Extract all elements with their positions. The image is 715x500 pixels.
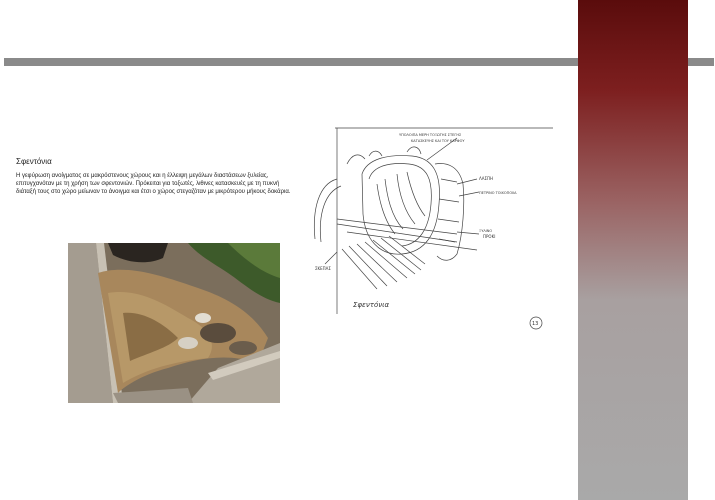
sketch-page-number: 13 — [532, 321, 539, 327]
sketch-label-stone-wall: ΠΕΤΡΙΝΟ ΤΟΙΧΟΠΟΙΙΑ — [479, 191, 517, 195]
ruin-photo — [68, 243, 280, 403]
arch-sketch — [307, 124, 557, 334]
sketch-label-wood: ΞΥΛΙΝΟ — [479, 229, 493, 233]
slide-title: Σφεντόνια — [16, 157, 52, 166]
side-decor-panel — [578, 0, 688, 500]
sketch-label-top-2: ΚΑΤΑΣΚΕΥΗΣ ΚΑΙ ΤΟΥ ΚΑΡΦΟΥ — [411, 139, 465, 143]
sketch-label-mud: ΛΑΣΠΗ — [479, 176, 494, 181]
sketch-signature: Σφεντόνια — [353, 301, 390, 309]
sketch-label-beam: ΠΡΟΚΙ — [483, 234, 496, 239]
slide-body-text: Η γεφύρωση ανοίγματος σε μακρόστενους χώρους και η έλλειψη μεγάλων διαστάσεων ξυλείας, επιτυγχανόταν με τη χρήση των σφεντονιών. Πρόκειται για τοξωτές, λιθινες κατασκευές με τη πυκνή διάταξή τους στο χώρο μείωναν το άνοιγμα και έτσι ο χώρος στεγαζόταν με μικρότερου μήκους δοκάρια. — [16, 173, 291, 195]
sketch-label-cover: ΣΚΕΠΑΣ — [315, 266, 331, 271]
sketch-label-top-1: ΥΠΟΛΟΙΠΑ ΜΕΡΗ ΤΟΞΩΤΗΣ ΣΤΕΓΗΣ — [399, 133, 462, 137]
